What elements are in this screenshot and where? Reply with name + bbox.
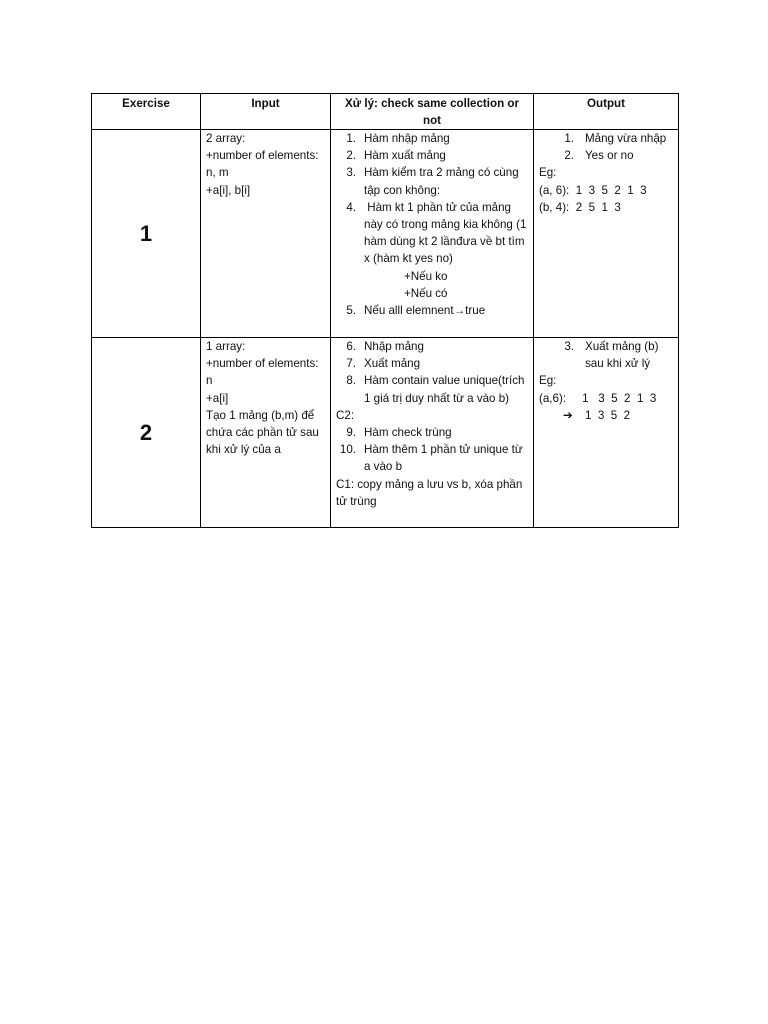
input-line: Tạo 1 mảng (b,m) để chứa các phần tử sau khi xử lý của a <box>206 408 323 457</box>
example-line: (b, 4): 2 5 1 3 <box>539 200 621 214</box>
note-line: +Nếu ko <box>404 269 448 283</box>
list-item: 3. Hàm kiểm tra 2 mảng có cùng tập con không: <box>346 166 522 197</box>
case-line: C1: copy mảng a lưu vs b, xóa phần tử trùng <box>336 477 526 508</box>
note-line: +Nếu có <box>404 286 448 300</box>
list-item: 4. Hàm kt 1 phần tử của mảng này có trong mảng kia không (1 hàm dùng kt 2 lầnđưa về bt tìm x (hàm kt yes no) <box>346 200 530 266</box>
output-cell <box>534 130 679 338</box>
list-item: 6. Nhập mảng <box>346 340 424 353</box>
arrow-right-icon: ➔ <box>563 408 573 422</box>
list-item: 8. Hàm contain value unique(trích 1 giá trị duy nhất từ a vào b) <box>346 374 528 405</box>
list-item: 10. Hàm thêm 1 phần tử unique từ a vào b <box>339 443 526 474</box>
exercise-number: 1 <box>92 130 201 338</box>
input-line: +a[i] <box>206 391 229 405</box>
table-row <box>92 130 679 338</box>
example-line: (a,6): 1 3 5 2 1 3 <box>539 391 657 405</box>
input-line: +number of elements: n <box>206 357 322 388</box>
input-cell <box>201 130 331 338</box>
header-input: Input <box>201 94 331 130</box>
list-item: 2. Yes or no <box>564 149 634 163</box>
example-line: (a, 6): 1 3 5 2 1 3 <box>539 183 647 197</box>
input-cell <box>201 338 331 528</box>
header-exercise: Exercise <box>92 94 201 130</box>
input-line: +a[i], b[i] <box>206 183 251 197</box>
list-item: 2. Hàm xuất mảng <box>346 149 446 163</box>
header-row <box>92 94 679 130</box>
input-line: 1 array: <box>206 340 246 353</box>
list-item: 5. Nếu alll elemnent→true <box>346 304 486 318</box>
list-item: 3. Xuất mảng (b) sau khi xử lý <box>564 340 662 371</box>
header-process: Xử lý: check same collection or not <box>331 94 534 130</box>
input-line: 2 array: <box>206 132 246 145</box>
table-row <box>92 338 679 528</box>
case-label: C2: <box>336 408 355 422</box>
exercise-table <box>91 93 679 528</box>
example-label: Eg: <box>539 166 557 180</box>
process-cell <box>331 130 534 338</box>
header-output: Output <box>534 94 679 130</box>
process-cell <box>331 338 534 528</box>
list-item: 7. Xuất mảng <box>346 357 421 371</box>
output-cell <box>534 338 679 528</box>
list-item: 1. Mảng vừa nhập <box>564 132 667 145</box>
result-line: ➔ 1 3 5 2 <box>539 407 673 424</box>
example-label: Eg: <box>539 374 557 388</box>
list-item: 1. Hàm nhập mảng <box>346 132 450 145</box>
input-line: +number of elements: n, m <box>206 149 322 180</box>
exercise-number: 2 <box>92 338 201 528</box>
list-item: 9. Hàm check trùng <box>346 426 452 440</box>
